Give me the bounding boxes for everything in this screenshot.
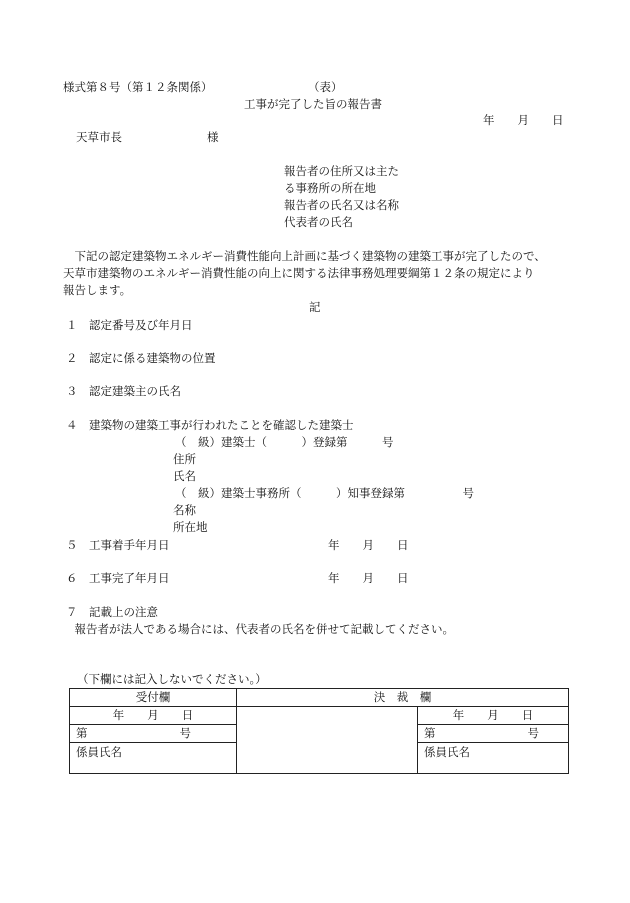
decision-date: 年 月 日 bbox=[418, 707, 569, 725]
document-title: 工事が完了した旨の報告書 bbox=[244, 97, 382, 111]
item-7: ７ 記載上の注意 bbox=[66, 605, 158, 619]
reception-number: 第 号 bbox=[70, 725, 237, 743]
body-line-1: 下記の認定建築物エネルギー消費性能向上計画に基づく建築物の建築工事が完了したので、 bbox=[63, 249, 546, 263]
item-4-office-location: 所在地 bbox=[173, 520, 208, 534]
item-6-date: 年 月 日 bbox=[328, 571, 409, 585]
item-5: ５ 工事着手年月日 bbox=[66, 538, 170, 552]
item-3: ３ 認定建築主の氏名 bbox=[66, 384, 181, 398]
item-6: ６ 工事完了年月日 bbox=[66, 571, 170, 585]
decision-number: 第 号 bbox=[418, 725, 569, 743]
item-4-architect: （ 級）建築士（ ）登録第 号 bbox=[175, 435, 394, 449]
reporter-address-label: 報告者の住所又は主た bbox=[284, 164, 399, 178]
form-side-label: （表） bbox=[308, 80, 343, 94]
form-number: 様式第８号（第１２条関係） bbox=[63, 80, 213, 94]
recipient-honorific: 様 bbox=[207, 130, 219, 144]
reception-clerk: 係員氏名 bbox=[70, 743, 237, 774]
item-4-office: （ 級）建築士事務所（ ）知事登録第 号 bbox=[175, 486, 474, 500]
item-4-name: 氏名 bbox=[173, 469, 196, 483]
item-5-date: 年 月 日 bbox=[328, 538, 409, 552]
body-line-3: 報告します。 bbox=[63, 283, 132, 297]
item-7-note: 報告者が法人である場合には、代表者の氏名を併せて記載してください。 bbox=[63, 622, 454, 636]
reporter-address-label-2: る事務所の所在地 bbox=[284, 181, 376, 195]
item-4: ４ 建築物の建築工事が行われたことを確認した建築士 bbox=[66, 418, 354, 432]
recipient: 天草市長 bbox=[76, 130, 122, 144]
body-line-2: 天草市建築物のエネルギー消費性能の向上に関する法律事務処理要綱第１２条の規定により bbox=[63, 266, 535, 280]
decision-clerk: 係員氏名 bbox=[418, 743, 569, 774]
reception-header: 受付欄 bbox=[70, 689, 237, 707]
decision-header: 決 裁 欄 bbox=[237, 689, 569, 707]
reporter-name-label: 報告者の氏名又は名称 bbox=[284, 198, 399, 212]
item-2: ２ 認定に係る建築物の位置 bbox=[66, 351, 216, 365]
item-4-address: 住所 bbox=[173, 452, 196, 466]
office-use-table bbox=[69, 688, 569, 774]
ki-heading: 記 bbox=[309, 300, 321, 314]
report-date: 年 月 日 bbox=[483, 113, 564, 127]
reception-date: 年 月 日 bbox=[70, 707, 237, 725]
office-table-caption: （下欄には記入しないでください。） bbox=[77, 672, 267, 686]
representative-label: 代表者の氏名 bbox=[284, 215, 353, 229]
item-4-office-name: 名称 bbox=[173, 503, 196, 517]
decision-blank bbox=[237, 707, 418, 774]
item-1: １ 認定番号及び年月日 bbox=[66, 318, 193, 332]
